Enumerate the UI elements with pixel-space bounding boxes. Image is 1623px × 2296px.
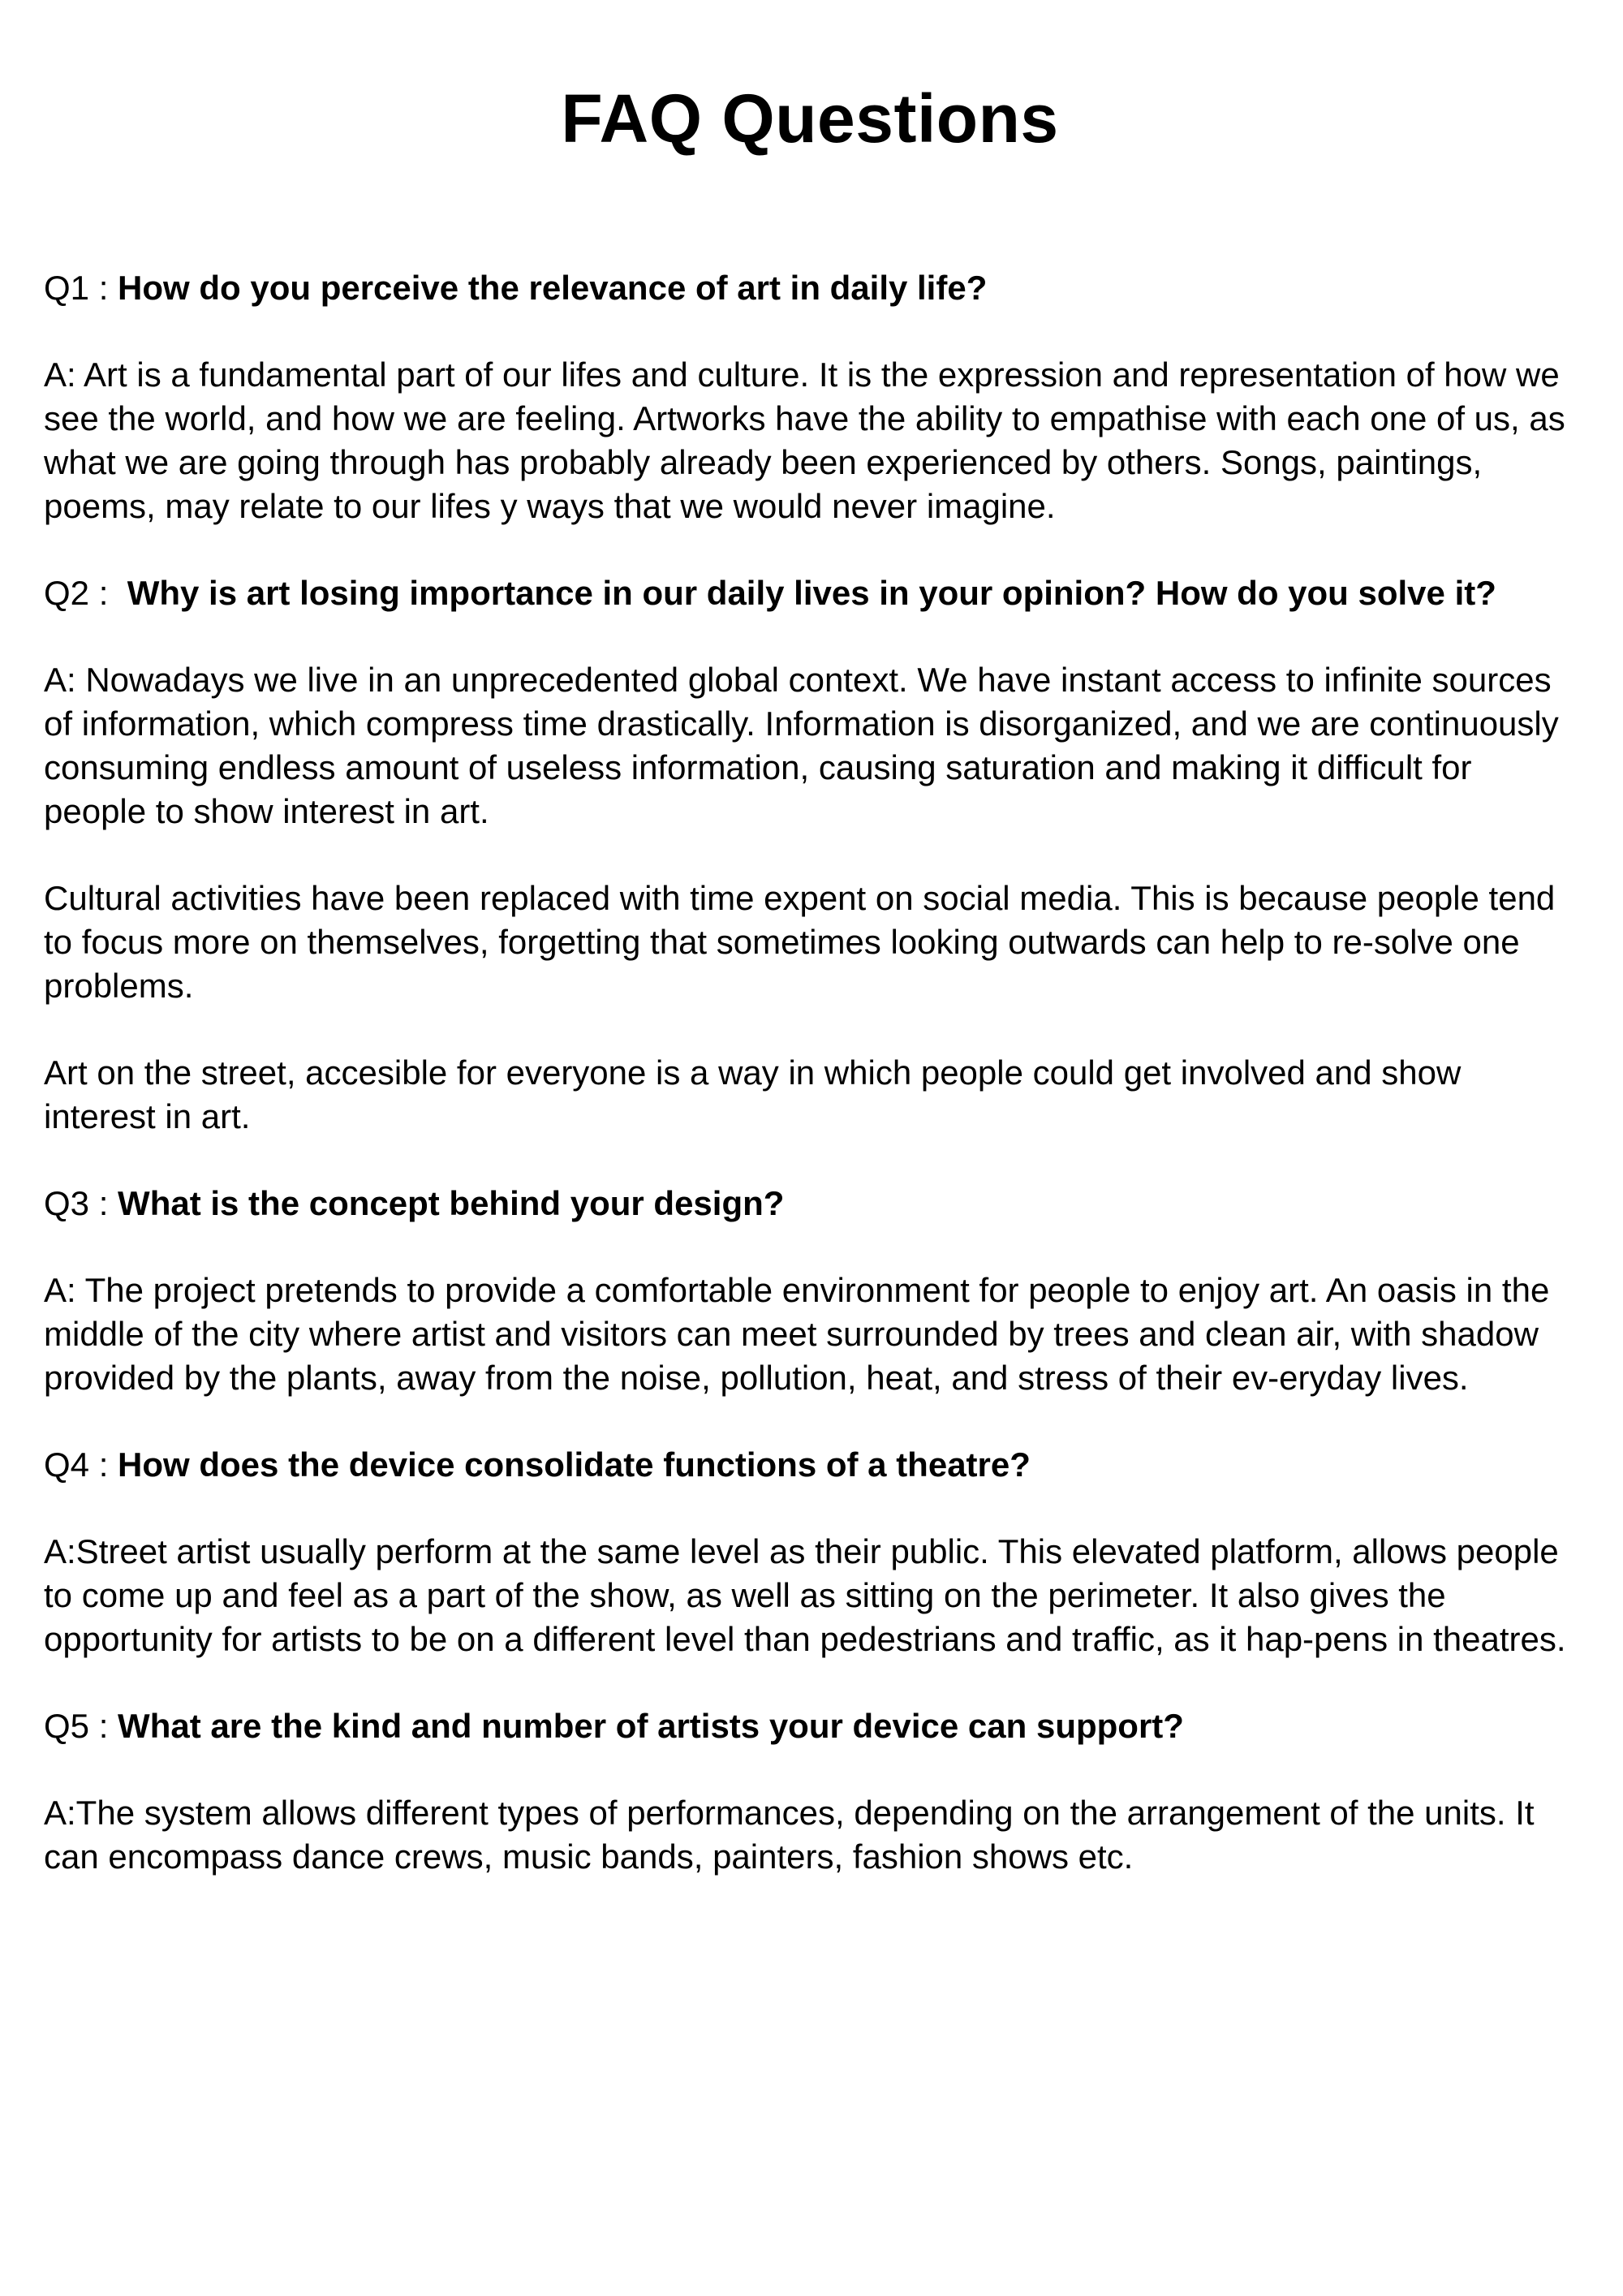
question-text: What are the kind and number of artists your device can support?	[118, 1707, 1184, 1746]
answer-paragraph: Art on the street, accesible for everyone is a way in which people could get involved and show interest in art.	[44, 1053, 1462, 1136]
question-text: How do you perceive the relevance of art in daily life?	[118, 269, 988, 308]
question-label: Q2 :	[44, 574, 127, 613]
question-text: How does the device consolidate functions of a theatre?	[118, 1445, 1031, 1484]
question-label: Q3 :	[44, 1184, 118, 1223]
question-3	[44, 1182, 1576, 1226]
faq-item-3	[44, 1182, 1576, 1400]
answer-paragraph: A:The system allows different types of performances, depending on the arrangement of the units. It can encompass dance crews, music bands, painters, fashion shows etc.	[44, 1794, 1535, 1876]
question-2	[44, 571, 1576, 615]
answer-paragraph: A: Nowadays we live in an unprecedented global context. We have instant access to infinite sources of information, which compress time drastically. Information is disorganized, and we are continuously consuming endless amount of useless information, causing saturation and making it difficult for people to show interest in art.	[44, 661, 1559, 831]
faq-list	[44, 266, 1576, 1879]
faq-item-1	[44, 266, 1576, 528]
question-text: Why is art losing importance in our daily lives in your opinion? How do you solve it?	[127, 574, 1496, 613]
question-1	[44, 266, 1576, 310]
answer-paragraph: Cultural activities have been replaced with time expent on social media. This is because people tend to focus more on themselves, forgetting that sometimes looking outwards can help to re-solve one problems.	[44, 879, 1556, 1006]
question-4	[44, 1443, 1576, 1487]
question-5	[44, 1704, 1576, 1748]
answer-paragraph: A: The project pretends to provide a comfortable environment for people to enjoy art. An oasis in the middle of the city where artist and visitors can meet surrounded by trees and clean air, with shadow provided by the plants, away from the noise, pollution, heat, and stress of their ev-eryday lives.	[44, 1271, 1550, 1398]
faq-item-2	[44, 571, 1576, 1139]
question-label: Q1 :	[44, 269, 118, 308]
question-text: What is the concept behind your design?	[118, 1184, 785, 1223]
page-title: FAQ Questions	[561, 80, 1059, 157]
faq-item-5	[44, 1704, 1576, 1879]
answer-paragraph: A: Art is a fundamental part of our lifes and culture. It is the expression and representation of how we see the world, and how we are feeling. Artworks have the ability to empathise with each one of us, as what we are going through has probably already been experienced by others. Songs, paintings, poems, may relate to our lifes y ways that we would never imagine.	[44, 355, 1565, 526]
question-label: Q4 :	[44, 1445, 118, 1484]
question-label: Q5 :	[44, 1707, 118, 1746]
faq-item-4	[44, 1443, 1576, 1661]
answer-paragraph: A:Street artist usually perform at the same level as their public. This elevated platform, allows people to come up and feel as a part of the show, as well as sitting on the perimeter. It also gives the opportunity for artists to be on a different level than pedestrians and traffic, as it hap-pens in theatres.	[44, 1532, 1566, 1659]
